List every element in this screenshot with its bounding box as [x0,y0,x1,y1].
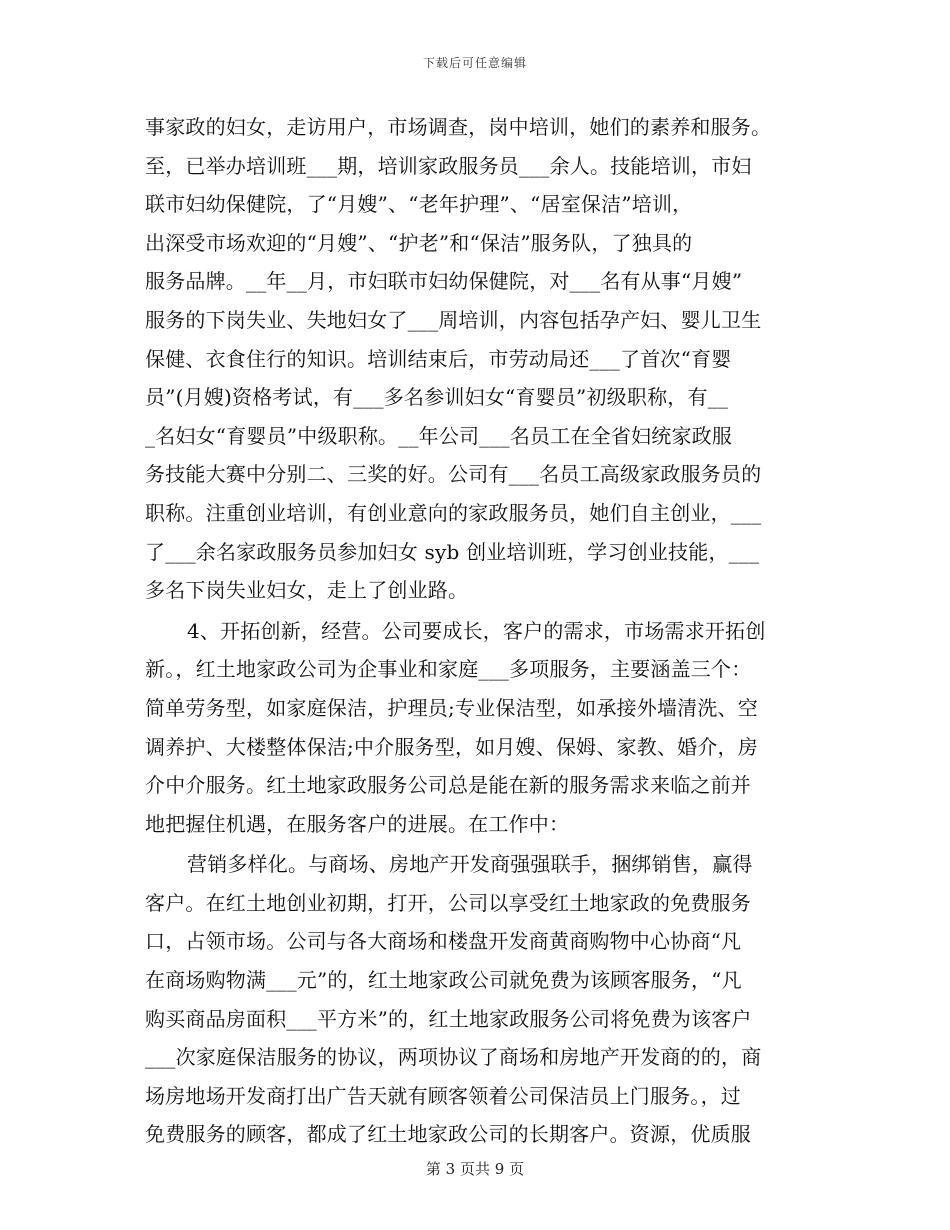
text-line: 多名下岗失业妇女，走上了创业路。 [145,578,469,603]
text-line: 4、开拓创新，经营。公司要成长，客户的需求，市场需求开拓创 [187,618,766,643]
text-line: 员”(月嫂)资格考试，有___多名参训妇女“育婴员”初级职称，有__ [145,385,729,410]
text-line: 介中介服务。红土地家政服务公司总是能在新的服务需求来临之前并 [145,773,751,798]
text-line: 简单劳务型，如家庭保洁，护理员;专业保洁型，如承接外墙清洗、空 [145,695,758,720]
text-line: 在商场购物满___元”的，红土地家政公司就免费为该顾客服务，“凡 [145,968,742,993]
paragraph [145,612,807,844]
text-line: 调养护、大楼整体保洁;中介服务型，如月嫂、保姆、家教、婚介，房 [145,734,758,759]
text-line: 职称。注重创业培训，有创业意向的家政服务员，她们自主创业，___ [145,500,762,525]
text-line: 至，已举办培训班___期，培训家政服务员___余人。技能培训，市妇 [145,153,752,178]
text-line: 务技能大赛中分别二、三奖的好。公司有___名员工高级家政服务员的 [145,462,762,487]
text-line: 购买商品房面积___平方米”的，红土地家政服务公司将免费为该客户 [145,1006,752,1031]
text-line: 营销多样化。与商场、房地产开发商强强联手，捆绑销售，赢得 [187,852,753,877]
text-line: 了___余名家政服务员参加妇女 syb 创业培训班，学习创业技能，___ [145,539,760,564]
text-line: 保健、衣食住行的知识。培训结束后，市劳动局还___了首次“育婴 [145,346,732,371]
text-line: 口，占领市场。公司与各大商场和楼盘开发商黄商购物中心协商“凡 [145,929,742,954]
text-line: 新。，红土地家政公司为企事业和家庭___多项服务，主要涵盖三个： [145,657,752,682]
document-body [145,108,807,1154]
text-line: 服务的下岗失业、失地妇女了___周培训，内容包括孕产妇、婴儿卫生 [145,307,762,332]
text-line: 出深受市场欢迎的“月嫂”、“护老”和“保洁”服务队，了独具的 [145,230,693,255]
text-line: 联市妇幼保健院，了“月嫂”、“老年护理”、“居室保洁”培训， [145,192,693,217]
text-line: 免费服务的顾客，都成了红土地家政公司的长期客户。资源，优质服 [145,1122,751,1147]
text-line: 场房地场开发商打出广告天就有顾客领着公司保洁员上门服务。，过 [145,1083,741,1108]
text-line: 客户。在红土地创业初期，打开，公司以享受红土地家政的免费服务 [145,890,751,915]
text-line: _名妇女“育婴员”中级职称。__年公司___名员工在全省妇统家政服 [145,423,733,448]
text-line: 服务品牌。__年__月，市妇联市妇幼保健院，对___名有从事“月嫂” [145,269,743,294]
text-line: ___次家庭保洁服务的协议，两项协议了商场和房地产开发商的的，商 [145,1045,762,1070]
page-number: 第 3 页共 9 页 [425,1160,525,1178]
text-line: 事家政的妇女，走访用户，市场调查，岗中培训，她们的素养和服务。 [145,115,772,139]
page-header: 下载后可任意编辑 [422,56,527,70]
paragraph [145,845,807,1154]
paragraph [145,108,807,610]
text-line: 地把握住机遇，在服务客户的进展。在工作中： [145,811,570,836]
